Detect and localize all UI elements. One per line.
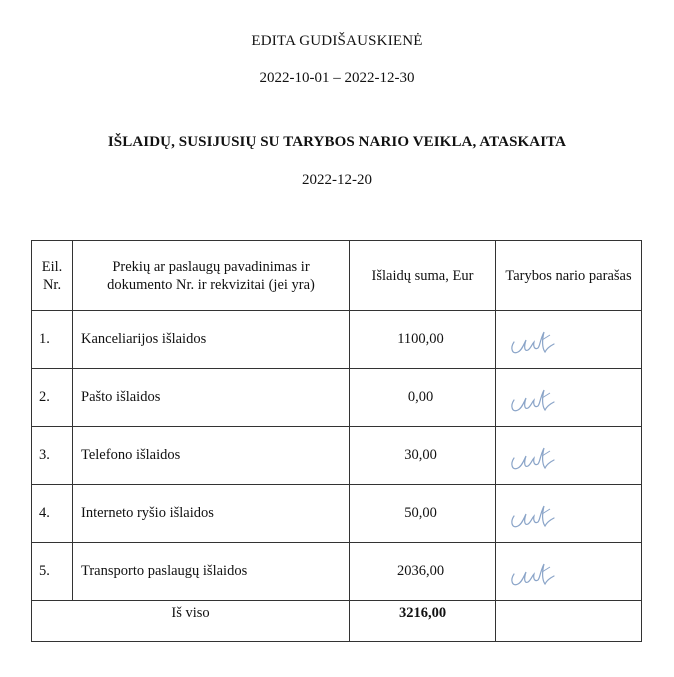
header-amount: Išlaidų suma, Eur xyxy=(350,241,496,311)
signature-image xyxy=(504,496,560,532)
expense-table xyxy=(31,240,642,642)
total-label: Iš viso xyxy=(32,601,350,642)
row-name: Transporto paslaugų išlaidos xyxy=(73,543,350,601)
row-amount: 30,00 xyxy=(350,427,496,485)
table-row xyxy=(32,543,642,601)
row-nr: 5. xyxy=(32,543,73,601)
table-header-row xyxy=(32,241,642,311)
table-row xyxy=(32,427,642,485)
total-row xyxy=(32,601,642,642)
report-period: 2022-10-01 – 2022-12-30 xyxy=(259,70,415,86)
report-date: 2022-12-20 xyxy=(302,172,372,188)
header-name-line1: Prekių ar paslaugų pavadinimas ir xyxy=(112,258,310,275)
header-nr-line2: Nr. xyxy=(42,276,62,293)
header-name-line2: dokumento Nr. ir rekvizitai (jei yra) xyxy=(107,276,315,293)
header-nr-line1: Eil. xyxy=(41,258,63,275)
row-amount: 0,00 xyxy=(350,369,496,427)
row-name: Pašto išlaidos xyxy=(73,369,350,427)
header-nr xyxy=(32,241,73,311)
header-signature: Tarybos nario parašas xyxy=(496,241,642,311)
table-row xyxy=(32,485,642,543)
author-name: EDITA GUDIŠAUSKIENĖ xyxy=(251,33,423,49)
row-amount: 1100,00 xyxy=(350,311,496,369)
signature-image xyxy=(504,438,560,474)
report-title: IŠLAIDŲ, SUSIJUSIŲ SU TARYBOS NARIO VEIKLA, ATASKAITA xyxy=(107,134,567,150)
row-signature xyxy=(496,311,642,369)
header-name xyxy=(73,241,350,311)
row-signature xyxy=(496,369,642,427)
signature-image xyxy=(504,554,560,590)
row-name: Interneto ryšio išlaidos xyxy=(73,485,350,543)
row-nr: 4. xyxy=(32,485,73,543)
row-name: Telefono išlaidos xyxy=(73,427,350,485)
row-signature xyxy=(496,427,642,485)
signature-image xyxy=(504,322,560,358)
row-signature xyxy=(496,485,642,543)
row-name: Kanceliarijos išlaidos xyxy=(73,311,350,369)
row-signature xyxy=(496,543,642,601)
row-nr: 3. xyxy=(32,427,73,485)
row-nr: 2. xyxy=(32,369,73,427)
signature-image xyxy=(504,380,560,416)
total-amount: 3216,00 xyxy=(350,601,496,642)
row-nr: 1. xyxy=(32,311,73,369)
table-row xyxy=(32,311,642,369)
table-row xyxy=(32,369,642,427)
row-amount: 2036,00 xyxy=(350,543,496,601)
row-amount: 50,00 xyxy=(350,485,496,543)
total-signature-cell xyxy=(496,601,642,642)
